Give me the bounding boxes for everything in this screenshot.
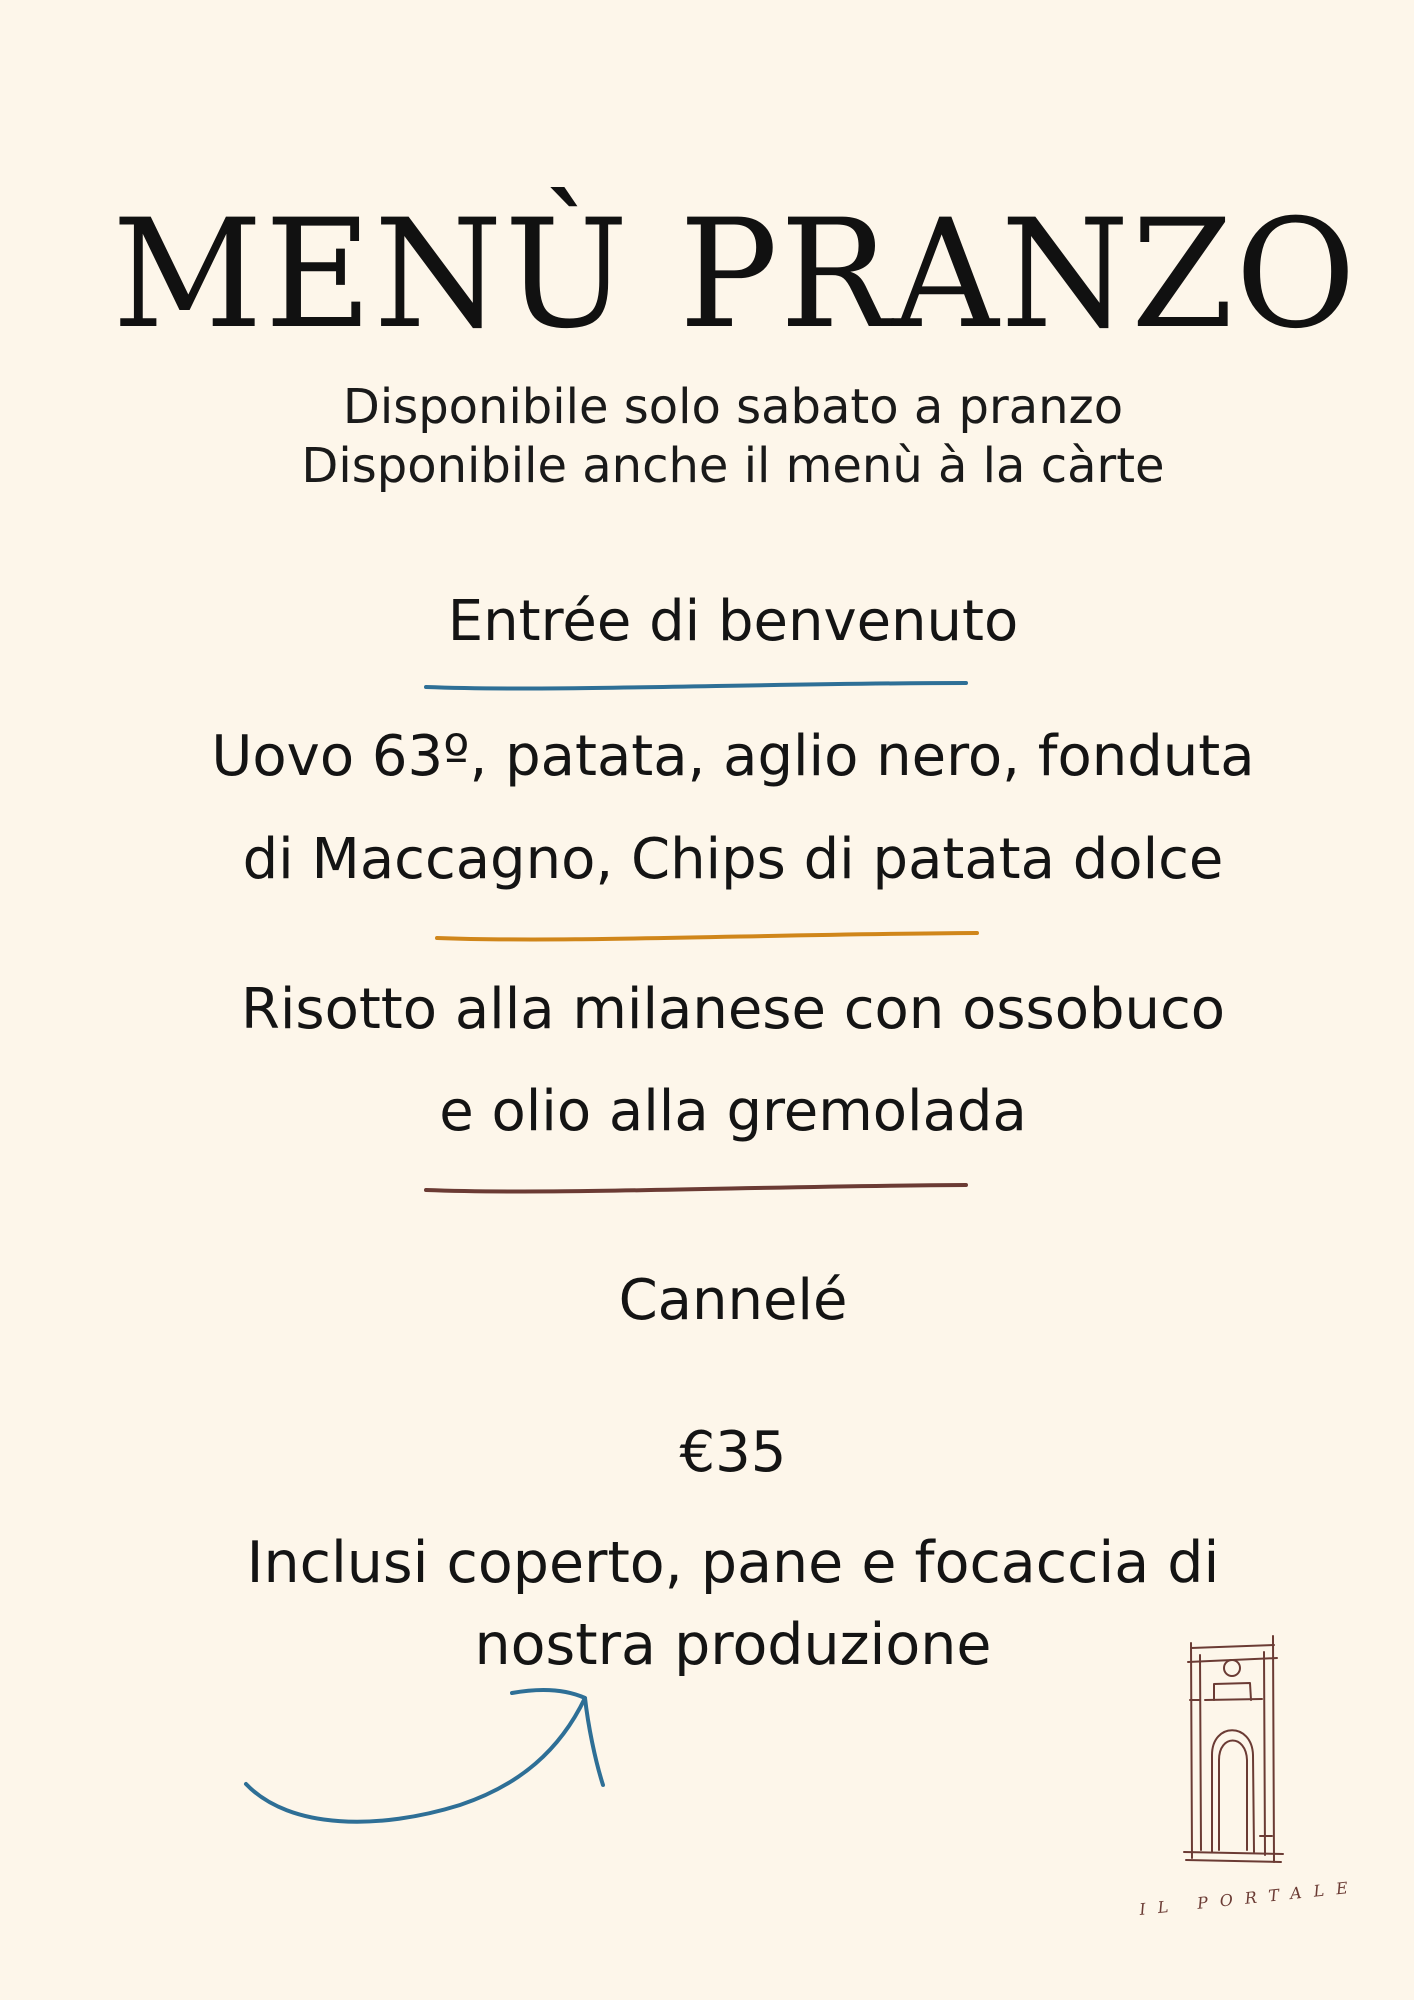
- logo-text: IL PORTALE: [1138, 1876, 1361, 1919]
- a-la-carte-note: Disponibile anche il menù à la càrte: [301, 438, 1165, 494]
- menu-price: €35: [679, 1420, 787, 1485]
- menu-title: MENÙ PRANZO: [112, 188, 1358, 362]
- course-main-line-1: Risotto alla milanese con ossobuco: [240, 977, 1226, 1042]
- course-main-line-2: e olio alla gremolada: [439, 1079, 1027, 1144]
- course-entree: Entrée di benvenuto: [447, 589, 1019, 654]
- course-dessert: Cannelé: [618, 1268, 848, 1333]
- included-note-line-1: Inclusi coperto, pane e focaccia di: [246, 1530, 1220, 1596]
- divider-brown: [426, 1185, 966, 1192]
- availability-note: Disponibile solo sabato a pranzo: [342, 379, 1124, 435]
- divider-blue: [426, 683, 966, 689]
- divider-orange: [437, 933, 977, 940]
- course-starter-line-1: Uovo 63º, patata, aglio nero, fonduta: [211, 724, 1255, 789]
- arrow-icon: [246, 1690, 603, 1822]
- included-note-line-2: nostra produzione: [474, 1612, 992, 1678]
- portal-archway-icon: [1184, 1636, 1283, 1862]
- course-starter-line-2: di Maccagno, Chips di patata dolce: [242, 827, 1224, 892]
